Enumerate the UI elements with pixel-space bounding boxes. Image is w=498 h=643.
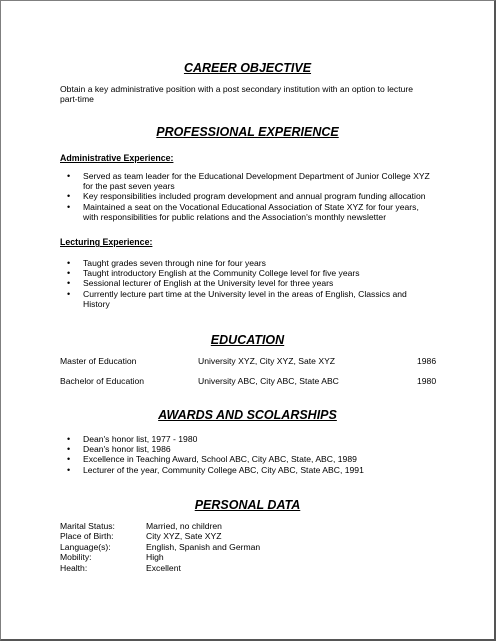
professional-experience-heading: PROFESSIONAL EXPERIENCE xyxy=(156,125,339,139)
lecturing-experience-list xyxy=(61,258,433,309)
education-row xyxy=(60,376,440,388)
personal-data-value: City XYZ, Sate XYZ xyxy=(146,531,222,542)
personal-data-row xyxy=(60,542,360,552)
year: 1980 xyxy=(417,376,437,386)
list-item: • Lecturer of the year, Community College ABC, City ABC, State ABC, 1991 xyxy=(61,465,433,475)
personal-data-key: Language(s): xyxy=(60,541,111,552)
personal-data-row xyxy=(60,552,360,562)
list-item: • Currently lecture part time at the University level in the areas of English, Classics and History xyxy=(61,289,433,309)
personal-data-row xyxy=(60,531,360,541)
career-objective-heading: CAREER OBJECTIVE xyxy=(183,61,312,75)
awards-list xyxy=(61,434,433,475)
list-item: • Key responsibilities included program development and annual program funding allocation xyxy=(61,191,433,201)
personal-data-key: Health: xyxy=(60,562,88,573)
list-item: • Dean's honor list, 1986 xyxy=(61,444,433,454)
career-objective-text: Obtain a key administrative position with a post secondary institution with an option to lecture part-time xyxy=(60,84,414,105)
personal-data-key: Mobility: xyxy=(60,552,92,563)
administrative-experience-list xyxy=(61,171,433,222)
degree: Bachelor of Education xyxy=(60,376,145,386)
personal-data-value: High xyxy=(146,552,164,563)
personal-data-heading: PERSONAL DATA xyxy=(194,498,301,512)
personal-data-value: English, Spanish and German xyxy=(146,541,261,552)
administrative-experience-subheading: Administrative Experience: xyxy=(60,153,174,163)
list-item: • Sessional lecturer of English at the University level for three years xyxy=(61,278,433,288)
list-item: • Taught grades seven through nine for four years xyxy=(61,258,433,268)
degree: Master of Education xyxy=(60,356,137,366)
list-item: • Maintained a seat on the Vocational Educational Association of State XYZ for four years, with responsibilities for public relations and the Association's monthly newsletter xyxy=(61,202,433,222)
personal-data-table xyxy=(60,521,360,577)
personal-data-row xyxy=(60,563,360,573)
personal-data-key: Marital Status: xyxy=(60,521,115,531)
personal-data-key: Place of Birth: xyxy=(60,531,114,542)
personal-data-value: Excellent xyxy=(146,562,181,573)
year: 1986 xyxy=(417,356,437,366)
list-item: • Served as team leader for the Educational Development Department of Junior College XYZ for the past seven years xyxy=(61,171,433,191)
list-item: • Dean's honor list, 1977 - 1980 xyxy=(61,434,433,444)
lecturing-experience-subheading: Lecturing Experience: xyxy=(60,237,153,247)
institution: University ABC, City ABC, State ABC xyxy=(198,376,339,386)
list-item: • Excellence in Teaching Award, School ABC, City ABC, State, ABC, 1989 xyxy=(61,454,433,464)
awards-heading: AWARDS AND SCOLARSHIPS xyxy=(158,408,337,422)
education-heading: EDUCATION xyxy=(210,333,285,347)
personal-data-row xyxy=(60,521,360,531)
personal-data-value: Married, no children xyxy=(146,521,222,531)
institution: University XYZ, City XYZ, Sate XYZ xyxy=(198,356,336,366)
education-row xyxy=(60,356,440,368)
list-item: • Taught introductory English at the Community College level for five years xyxy=(61,268,433,278)
